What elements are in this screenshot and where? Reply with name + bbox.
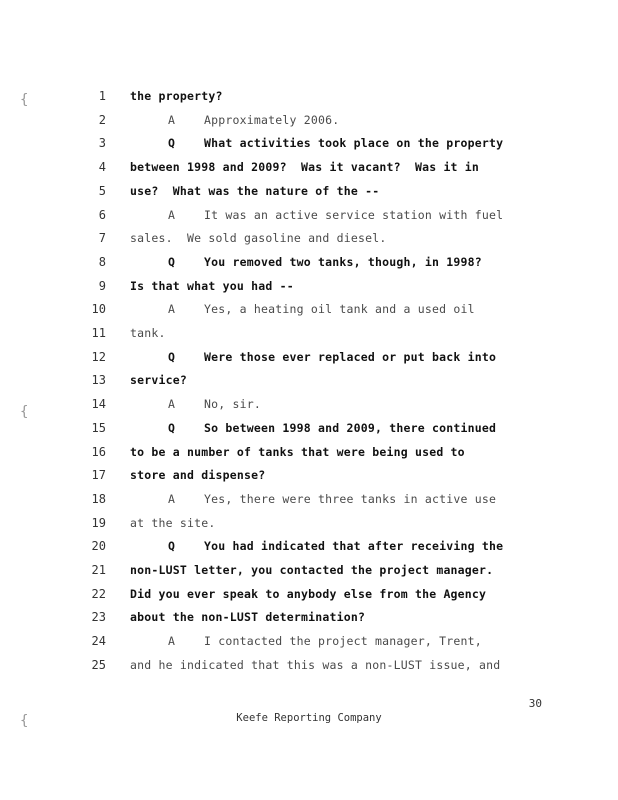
transcript-line — [0, 513, 618, 533]
line-number: 15 — [91, 420, 106, 435]
line-text — [130, 370, 187, 390]
line-text — [130, 465, 265, 485]
line-number: 19 — [91, 515, 106, 530]
answer-marker: A — [168, 302, 176, 317]
line-number: 25 — [91, 657, 106, 672]
margin-bracket-mark: { — [20, 713, 29, 729]
transcript-line — [0, 228, 618, 248]
line-content: service? — [130, 373, 187, 388]
line-number: 16 — [91, 444, 106, 459]
line-number: 12 — [91, 349, 106, 364]
line-content: store and dispense? — [130, 468, 266, 483]
line-text — [130, 584, 486, 604]
line-content: at the site. — [130, 515, 216, 530]
line-content: between 1998 and 2009? Was it vacant? Was it in — [130, 160, 480, 175]
line-number: 22 — [91, 586, 106, 601]
margin-bracket-mark: { — [20, 92, 29, 108]
line-text — [130, 418, 496, 438]
transcript-line — [0, 133, 618, 153]
transcript-line — [0, 631, 618, 651]
line-content: You removed two tanks, though, in 1998? — [204, 254, 482, 269]
line-number: 1 — [98, 89, 106, 103]
line-number: 17 — [91, 468, 106, 483]
line-content: You had indicated that after receiving the — [204, 539, 504, 554]
line-content: Yes, there were three tanks in active use — [204, 491, 497, 506]
line-number: 24 — [91, 634, 106, 649]
line-text — [130, 655, 500, 675]
transcript-line — [0, 394, 618, 414]
question-marker: Q — [168, 420, 176, 435]
line-number: 14 — [91, 397, 106, 412]
transcript-line — [0, 276, 618, 296]
transcript-line — [0, 299, 618, 319]
line-content: Did you ever speak to anybody else from the Agency — [130, 586, 487, 601]
line-text — [130, 276, 294, 296]
line-text — [130, 631, 482, 651]
line-content: non-LUST letter, you contacted the project manager. — [130, 563, 494, 577]
answer-marker: A — [168, 634, 176, 649]
transcript-line — [0, 536, 618, 556]
answer-marker: A — [168, 491, 176, 506]
line-content: and he indicated that this was a non-LUST issue, and — [130, 657, 501, 672]
transcript-line — [0, 86, 618, 106]
question-marker: Q — [168, 136, 176, 151]
line-text — [130, 560, 493, 580]
margin-bracket-mark: { — [20, 404, 29, 420]
answer-marker: A — [168, 207, 176, 222]
transcript-line — [0, 347, 618, 367]
transcript-line — [0, 157, 618, 177]
transcript-line — [0, 323, 618, 343]
line-text — [130, 181, 379, 201]
line-number: 4 — [98, 160, 106, 175]
line-content: about the non-LUST determination? — [130, 610, 366, 625]
line-number: 13 — [91, 373, 106, 388]
line-text — [130, 607, 365, 627]
transcript-line — [0, 560, 618, 580]
line-content: use? What was the nature of the -- — [130, 183, 380, 198]
line-text — [130, 205, 503, 225]
line-number: 10 — [91, 302, 106, 317]
line-content: sales. We sold gasoline and diesel. — [130, 231, 387, 246]
line-content: So between 1998 and 2009, there continued — [204, 420, 497, 435]
line-text — [130, 489, 496, 509]
transcript-line — [0, 252, 618, 272]
line-content: Is that what you had -- — [130, 278, 294, 293]
transcript-line — [0, 370, 618, 390]
line-number: 6 — [98, 207, 106, 222]
transcript-line — [0, 418, 618, 438]
line-content: It was an active service station with fuel — [204, 207, 504, 222]
transcript-line — [0, 489, 618, 509]
line-content: I contacted the project manager, Trent, — [204, 634, 482, 649]
line-number: 3 — [98, 136, 106, 151]
line-content: Were those ever replaced or put back into — [204, 349, 497, 364]
line-number: 20 — [91, 539, 106, 554]
answer-marker: A — [168, 112, 176, 127]
line-text — [130, 323, 166, 343]
line-text — [130, 228, 386, 248]
line-number: 21 — [91, 563, 106, 577]
line-number: 2 — [98, 112, 106, 127]
question-marker: Q — [168, 539, 176, 554]
line-number: 5 — [98, 183, 106, 198]
line-number: 11 — [91, 326, 106, 340]
line-content: No, sir. — [204, 397, 261, 412]
line-text — [130, 299, 475, 319]
transcript-line — [0, 442, 618, 462]
line-content: tank. — [130, 326, 166, 340]
line-number: 23 — [91, 610, 106, 625]
transcript-line — [0, 584, 618, 604]
line-number: 18 — [91, 491, 106, 506]
line-text — [130, 442, 465, 462]
line-text — [130, 513, 215, 533]
line-text — [130, 252, 482, 272]
line-text — [130, 110, 339, 130]
line-text — [130, 157, 479, 177]
line-content: Yes, a heating oil tank and a used oil — [204, 302, 475, 317]
line-content: What activities took place on the property — [204, 136, 504, 151]
line-content: the property? — [130, 89, 223, 103]
transcript-line — [0, 607, 618, 627]
transcript-line — [0, 655, 618, 675]
line-text — [130, 133, 503, 153]
line-text — [130, 536, 503, 556]
answer-marker: A — [168, 397, 176, 412]
transcript-line — [0, 181, 618, 201]
footer-reporter-name: Keefe Reporting Company — [236, 712, 382, 724]
question-marker: Q — [168, 254, 176, 269]
transcript-line — [0, 110, 618, 130]
line-text — [130, 86, 223, 106]
line-number: 9 — [98, 278, 106, 293]
line-number: 7 — [98, 231, 106, 246]
transcript-line — [0, 465, 618, 485]
question-marker: Q — [168, 349, 176, 364]
line-text — [130, 347, 496, 367]
page-number: 30 — [528, 697, 542, 710]
line-text — [130, 394, 261, 414]
line-content: Approximately 2006. — [204, 112, 340, 127]
line-content: to be a number of tanks that were being used to — [130, 444, 465, 459]
line-number: 8 — [98, 254, 106, 269]
transcript-line — [0, 205, 618, 225]
